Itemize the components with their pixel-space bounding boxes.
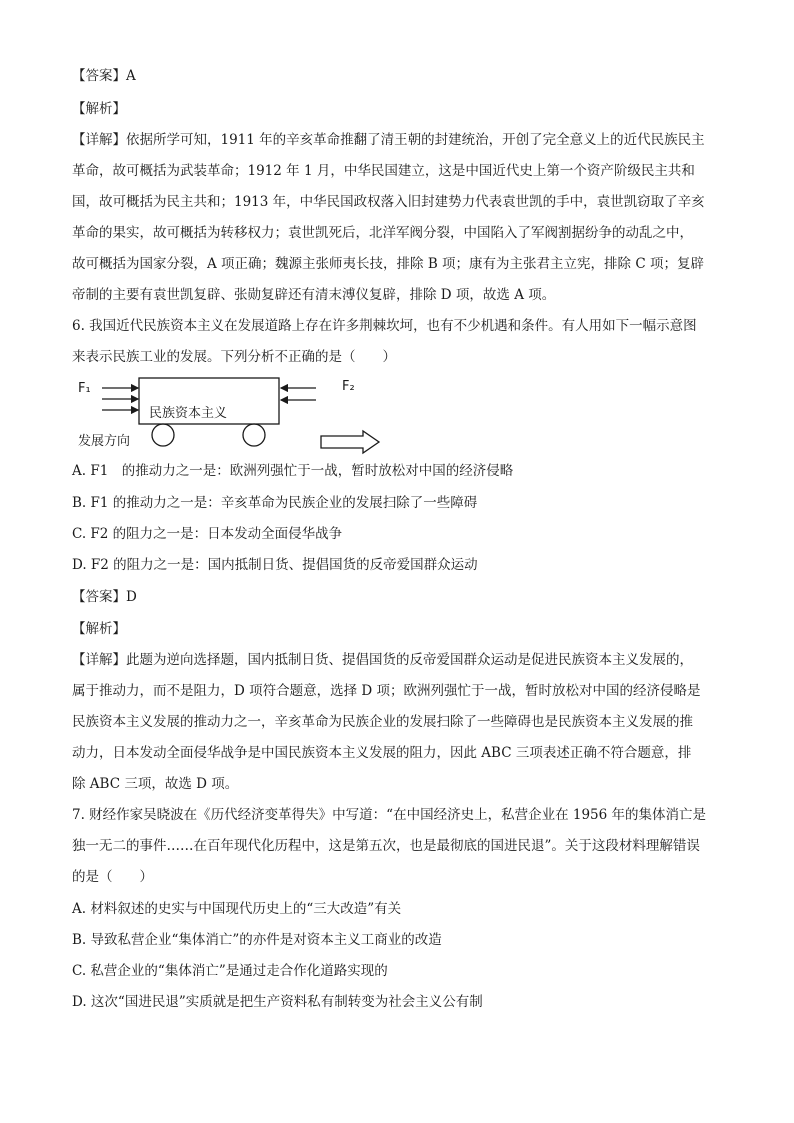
direction-label: 发展方向 [78, 434, 131, 449]
detail-line: 【详解】此题为逆向选择题，国内抵制日货、提倡国货的反帝爱国群众运动是促进民族资本主义发展的， [72, 652, 693, 668]
option-c: C. 私营企业的“集体消亡”是通过走合作化道路实现的 [72, 963, 388, 979]
answer-value: A [126, 68, 136, 84]
option-c: C. F2 的阻力之一是：日本发动全面侵华战争 [72, 526, 343, 542]
option-b: B. F1 的推动力之一是：辛亥革命为民族企业的发展扫除了一些障碍 [72, 495, 478, 511]
direction-arrow [321, 431, 379, 453]
option-d: D. F2 的阻力之一是：国内抵制日货、提倡国货的反帝爱国群众运动 [72, 557, 478, 573]
analysis-heading-q5: 【解析】 [72, 101, 126, 117]
detail-line: 【详解】依据所学可知，1911 年的辛亥革命推翻了清王朝的封建统治，开创了完全意义上的近代民族民主 [72, 132, 705, 148]
detail-line: 民族资本主义发展的推动力之一，辛亥革命为民族企业的发展扫除了一些障碍也是民族资本主义发展的推 [72, 714, 693, 730]
detail-line: 革命的果实，故可概括为转移权力；袁世凯死后，北洋军阀分裂，中国陷入了军阀割据纷争的动乱之中， [72, 225, 693, 241]
option-b: B. 导致私营企业“集体消亡”的亦件是对资本主义工商业的改造 [72, 932, 442, 948]
option-d: D. 这次“国进民退”实质就是把生产资料私有制转变为社会主义公有制 [72, 994, 483, 1010]
f2-label: F₂ [342, 379, 355, 394]
detail-line: 属于推动力，而不是阻力，D 项符合题意，选择 D 项；欧洲列强忙于一战，暂时放松对中国的经济侵略是 [72, 683, 701, 699]
option-a: A. F1 的推动力之一是：欧洲列强忙于一战，暂时放松对中国的经济侵略 [72, 463, 514, 479]
question-6-stem: 来表示民族工业的发展。下列分析不正确的是（ ） [72, 349, 396, 365]
f1-label: F₁ [78, 381, 91, 396]
question-7-stem: 7. 财经作家吴晓波在《历代经济变革得失》中写道：“在中国经济史上，私营企业在 1956 年的集体消亡是 [72, 807, 707, 823]
detail-line: 帝制的主要有袁世凯复辟、张勋复辟还有清末溥仪复辟，排除 D 项，故选 A 项。 [72, 287, 556, 303]
answer-tag: 【答案】 [72, 68, 126, 84]
answer-value: D [126, 589, 137, 605]
question-7-stem: 独一无二的事件……在百年现代化历程中，这是第五次，也是最彻底的国进民退”。关于这段材料理解错误 [72, 838, 700, 854]
answer-tag: 【答案】 [72, 589, 126, 605]
wheel [243, 424, 265, 446]
question-6-stem: 6. 我国近代民族资本主义在发展道路上存在许多荆棘坎坷，也有不少机遇和条件。有人用如下一幅示意图 [72, 318, 697, 334]
answer-line-q5 [72, 66, 732, 86]
detail-line: 动力，日本发动全面侵华战争是中国民族资本主义发展的阻力，因此 ABC 三项表述正确不符合题意，排 [72, 745, 692, 761]
detail-line: 除 ABC 三项，故选 D 项。 [72, 776, 239, 792]
detail-line: 国，故可概括为民主共和；1913 年，中华民国政权落入旧封建势力代表袁世凯的手中，袁世凯窃取了辛亥 [72, 194, 705, 210]
answer-line-q6 [72, 587, 732, 607]
question-7-stem: 的是（ ） [72, 869, 153, 885]
box-label: 民族资本主义 [149, 406, 228, 421]
wheel [152, 424, 174, 446]
detail-line: 故可概括为国家分裂，A 项正确；魏源主张师夷长技，排除 B 项；康有为主张君主立宪，排除 C 项；复辟 [72, 256, 704, 272]
force-diagram [72, 376, 392, 456]
detail-line: 革命，故可概括为武装革命；1912 年 1 月，中华民国建立，这是中国近代史上第一个资产阶级民主共和 [72, 163, 695, 179]
analysis-heading-q6: 【解析】 [72, 621, 126, 637]
option-a: A. 材料叙述的史实与中国现代历史上的“三大改造”有关 [72, 901, 402, 917]
